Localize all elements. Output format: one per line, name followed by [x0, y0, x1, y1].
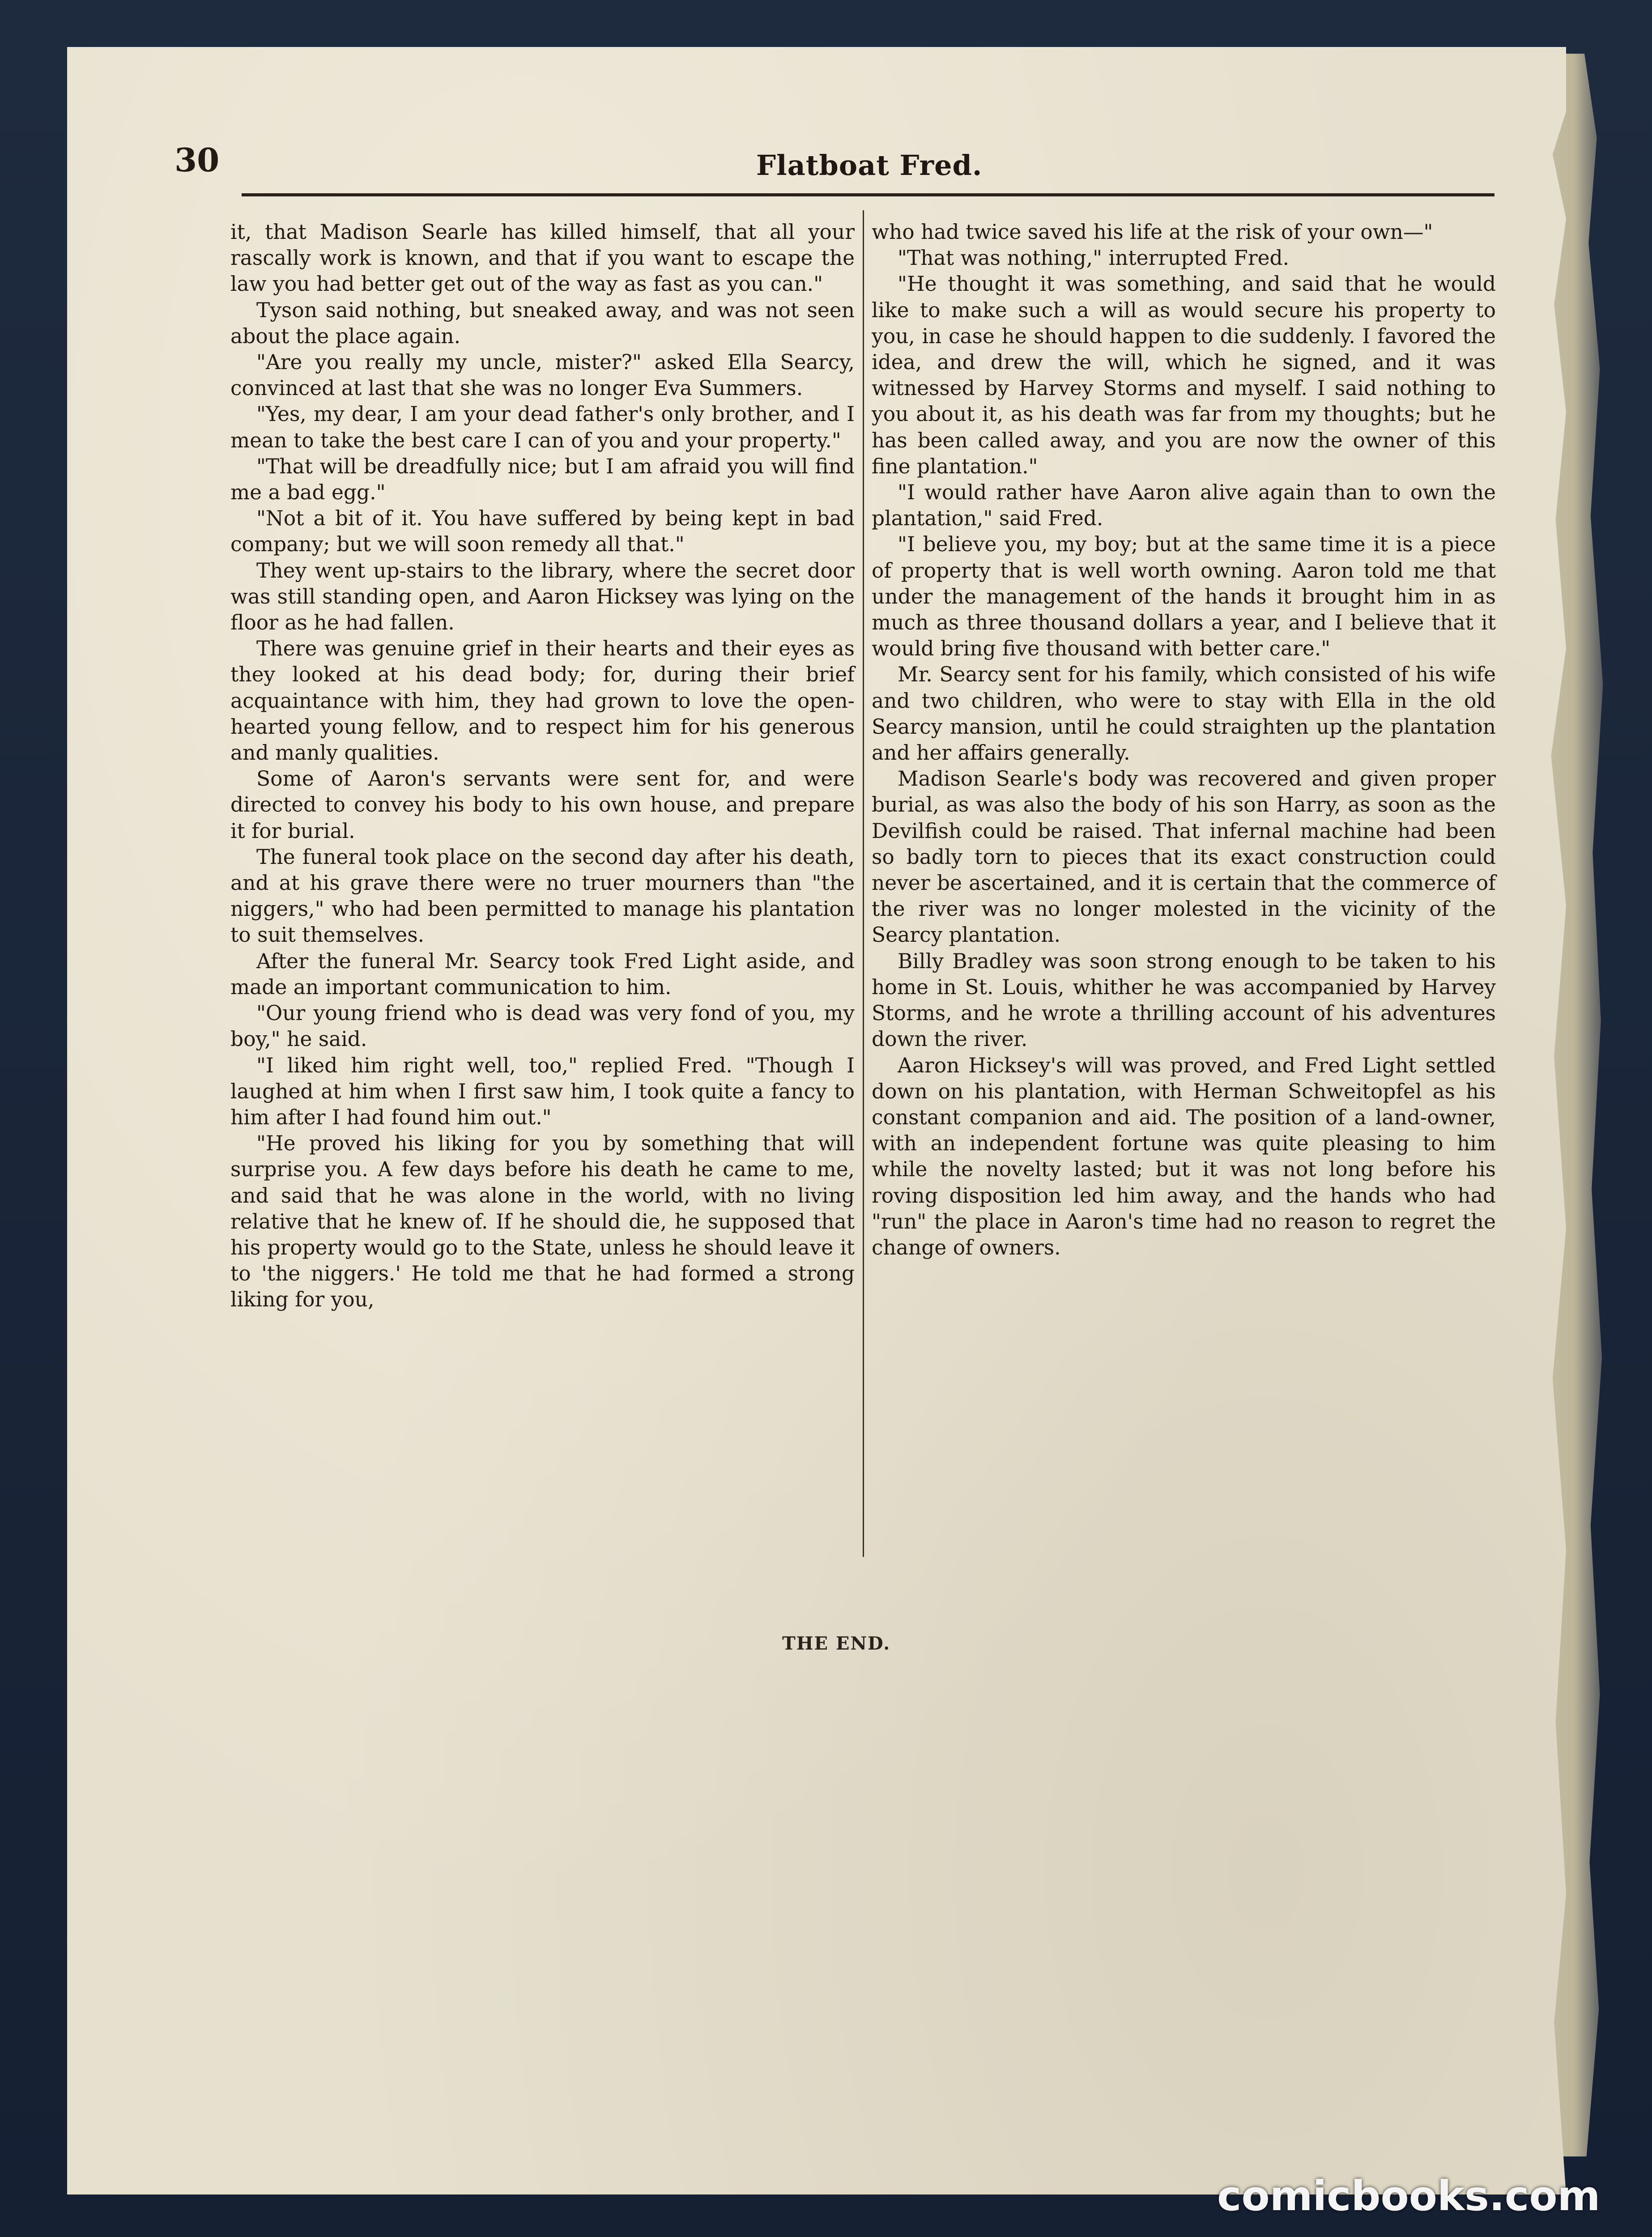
- paragraph: Tyson said nothing, but sneaked away, and was not seen about the place again.: [230, 298, 855, 348]
- column-divider: [863, 210, 864, 1557]
- paragraph: Billy Bradley was soon strong enough to be taken to his home in St. Louis, whither he was accompanied by Harvey Storms, and he wrote a thrilling account of his adventures down the river.: [872, 949, 1496, 1051]
- paragraph: "He thought it was something, and said that he would like to make such a will as would secure his property to you, in case he should happen to die suddenly. I favored the idea, and drew the will, which he signed, and it was witnessed by Harvey Storms and myself. I said nothing to you about it, as his death was far from my thoughts; but he has been called away, and you are now the owner of this fine plantation.": [872, 272, 1496, 478]
- paragraph: "That will be dreadfully nice; but I am afraid you will find me a bad egg.": [230, 454, 855, 505]
- paragraph: "I believe you, my boy; but at the same time it is a piece of property that is well worth owning. Aaron told me that under the management of the hands it brought him in as much as three thousand dollars a year, and I believe that it would bring five thousand with better care.": [872, 532, 1496, 661]
- page-number: 30: [175, 141, 220, 179]
- paragraph: "I liked him right well, too," replied Fred. "Though I laughed at him when I first saw him, I took quite a fancy to him after I had found him out.": [230, 1053, 855, 1129]
- the-end-label: THE END.: [782, 1633, 891, 1654]
- paragraph: Aaron Hicksey's will was proved, and Fred Light settled down on his plantation, with Herman Schweitopfel as his constant companion and aid. The position of a land-owner, with an independent fortune was quite pleasing to him while the novelty lasted; but it was not long before his roving disposition led him away, and the hands who had "run" the place in Aaron's time had no reason to regret the change of owners.: [872, 1053, 1496, 1259]
- paragraph: The funeral took place on the second day after his death, and at his grave there were no truer mourners than "the niggers," who had been permitted to manage his plantation to suit themselves.: [230, 845, 855, 947]
- paragraph: There was genuine grief in their hearts and their eyes as they looked at his dead body; for, during their brief acquaintance with him, they had grown to love the open-hearted young fellow, and to respect him for his generous and manly qualities.: [230, 637, 855, 765]
- running-title: Flatboat Fred.: [756, 149, 983, 182]
- paragraph: "Are you really my uncle, mister?" asked Ella Searcy, convinced at last that she was no longer Eva Summers.: [230, 350, 855, 400]
- paragraph: "He proved his liking for you by something that will surprise you. A few days before his death he came to me, and said that he was alone in the world, with no living relative that he knew of. If he should die, he supposed that his property would go to the State, unless he should leave it to 'the niggers.' He told me that he had formed a strong liking for you,: [230, 1131, 855, 1312]
- paragraph: Mr. Searcy sent for his family, which consisted of his wife and two children, who were to stay with Ella in the old Searcy mansion, until he could straighten up the plantation and her affairs generally.: [872, 663, 1496, 765]
- header-rule: [242, 193, 1494, 196]
- paragraph: They went up-stairs to the library, where the secret door was still standing open, and Aaron Hicksey was lying on the floor as he had fallen.: [230, 558, 855, 635]
- left-column: [230, 219, 855, 1313]
- page-header: [175, 141, 1499, 190]
- paragraph: who had twice saved his life at the risk of your own—": [872, 220, 1433, 244]
- paragraph: "Our young friend who is dead was very fond of you, my boy," he said.: [230, 1001, 855, 1051]
- right-column: [872, 219, 1496, 1261]
- watermark: comicbooks.com: [1217, 2172, 1601, 2220]
- paragraph: "That was nothing," interrupted Fred.: [898, 246, 1290, 270]
- paragraph: "Not a bit of it. You have suffered by being kept in bad company; but we will soon remedy all that.": [230, 506, 855, 557]
- paragraph: it, that Madison Searle has killed himself, that all your rascally work is known, and that if you want to escape the law you had better get out of the way as fast as you can.": [230, 220, 855, 296]
- paragraph: Madison Searle's body was recovered and given proper burial, as was also the body of his son Harry, as soon as the Devilfish could be raised. That infernal machine had been so badly torn to pieces that its exact construction could never be ascertained, and it is certain that the commerce of the river was no longer molested in the vicinity of the Searcy plantation.: [872, 767, 1496, 947]
- paragraph: Some of Aaron's servants were sent for, and were directed to convey his body to his own house, and prepare it for burial.: [230, 767, 855, 843]
- paragraph: After the funeral Mr. Searcy took Fred Light aside, and made an important communication to him.: [230, 949, 855, 999]
- paragraph: "Yes, my dear, I am your dead father's only brother, and I mean to take the best care I can of you and your property.": [230, 402, 855, 452]
- paragraph: "I would rather have Aaron alive again than to own the plantation," said Fred.: [872, 481, 1496, 531]
